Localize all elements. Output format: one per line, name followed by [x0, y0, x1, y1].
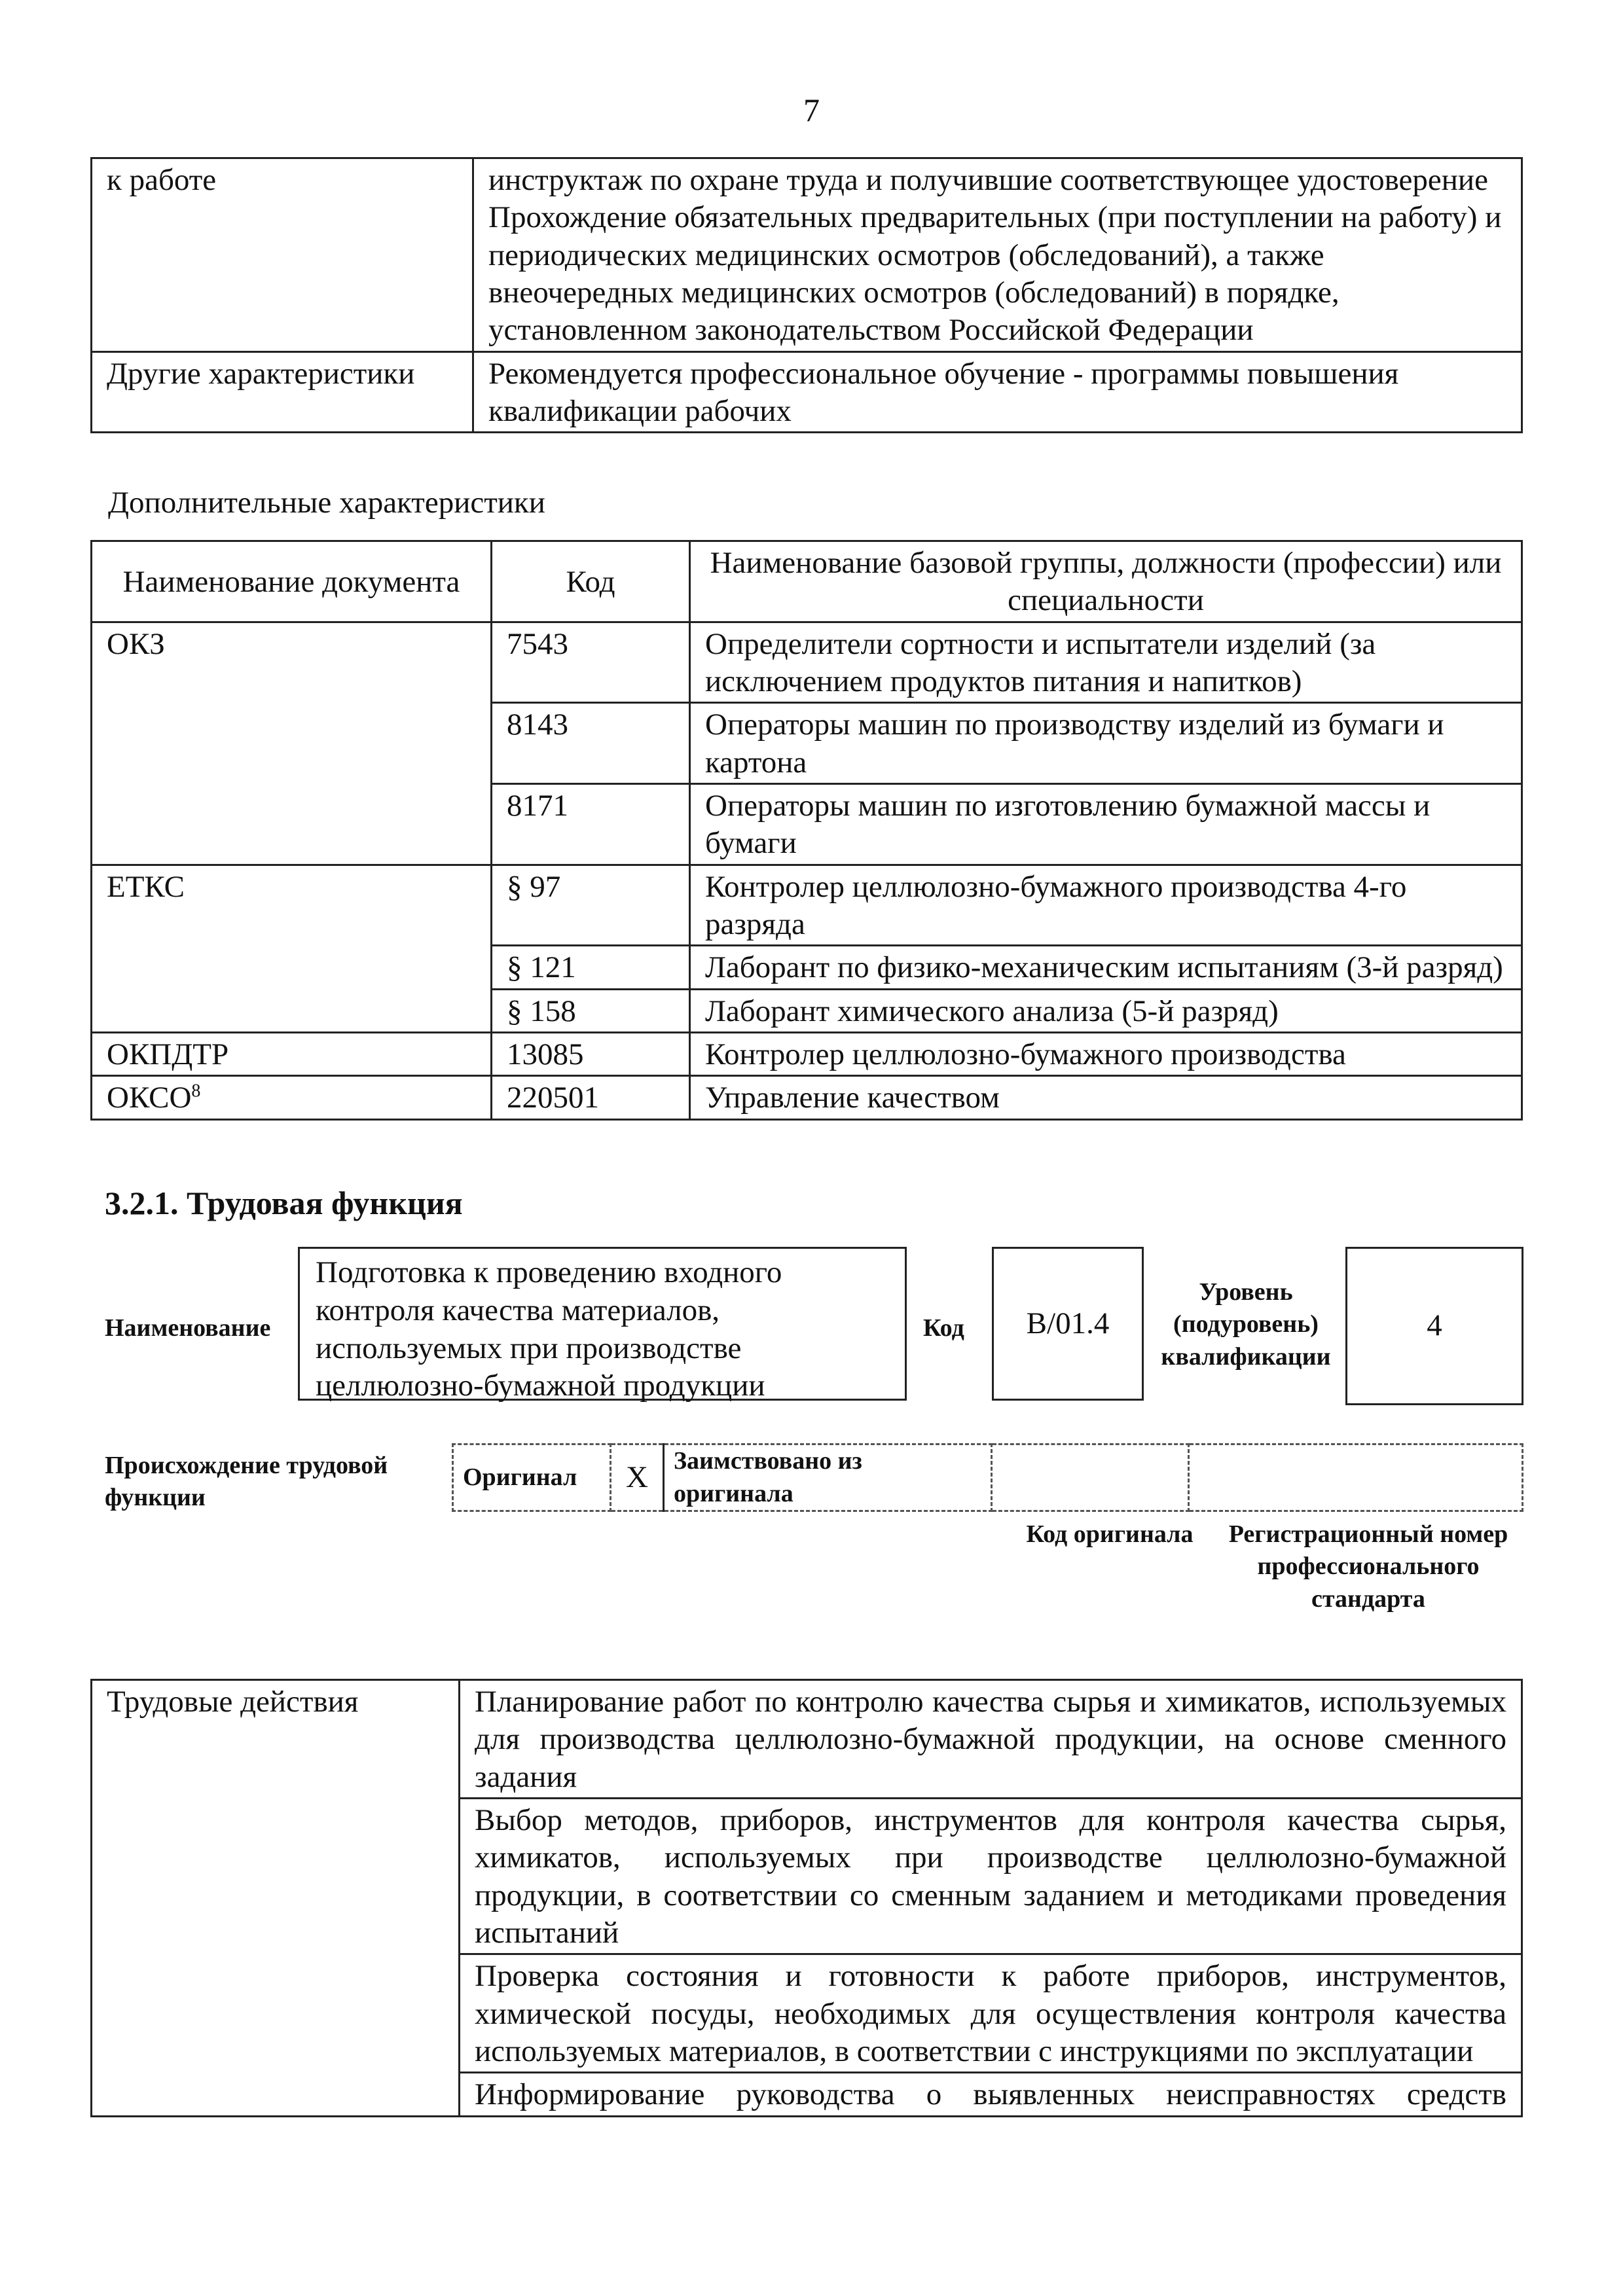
- footnote-ref: 8: [191, 1081, 201, 1102]
- name-cell: Определители сортности и испытатели изделий (за исключением продуктов питания и напитков): [690, 622, 1522, 703]
- function-level: 4: [1345, 1247, 1523, 1405]
- action-item: Выбор методов, приборов, инструментов для контроля качества сырья, химикатов, используемых при производстве целлюлозно-бумажной продукции, в соответствии со сменным заданием и методиками проведения испытаний: [460, 1798, 1522, 1954]
- name-cell: Контролер целлюлозно-бумажного производства: [690, 1032, 1522, 1075]
- name-cell: Операторы машин по изготовлению бумажной массы и бумаги: [690, 783, 1522, 865]
- table-header-row: [92, 541, 1522, 622]
- code-cell: § 121: [492, 946, 690, 989]
- table-row: [92, 1032, 1522, 1075]
- actions-label: Трудовые действия: [92, 1680, 460, 2117]
- header-code: Код: [492, 541, 690, 622]
- code-cell: § 97: [492, 865, 690, 946]
- header-name: Наименование базовой группы, должности (профессии) или специальности: [690, 541, 1522, 622]
- additional-title: Дополнительные характеристики: [108, 486, 545, 520]
- name-cell: Лаборант химического анализа (5-й разряд): [690, 989, 1522, 1032]
- table-row: [92, 622, 1522, 703]
- doc-okpdtr: ОКПДТР: [92, 1032, 492, 1075]
- code-cell: 8171: [492, 783, 690, 865]
- doc-okso: [92, 1076, 492, 1119]
- doc-etks: ЕТКС: [92, 865, 492, 1032]
- action-item: Информирование руководства о выявленных неисправностях средств: [460, 2073, 1522, 2116]
- function-code: B/01.4: [992, 1247, 1144, 1401]
- level-label: Уровень (подуровень) квалификации: [1161, 1278, 1331, 1371]
- table-row: [92, 351, 1522, 433]
- code-original-caption: Код оригинала: [1026, 1520, 1194, 1548]
- original-mark: X: [611, 1444, 664, 1511]
- borrowed-label: Заимствовано из оригинала: [664, 1444, 992, 1511]
- code-cell: 7543: [492, 622, 690, 703]
- name-cell: Контролер целлюлозно-бумажного производства 4-го разряда: [690, 865, 1522, 946]
- row-content: Рекомендуется профессиональное обучение - программы повышения квалификации рабочих: [473, 351, 1522, 433]
- code-cell: § 158: [492, 989, 690, 1032]
- additional-table: [90, 540, 1523, 1121]
- reg-number-caption: Регистрационный номер профессионального стандарта: [1228, 1520, 1508, 1613]
- name-cell: Операторы машин по производству изделий из бумаги и картона: [690, 703, 1522, 784]
- original-label: Оригинал: [453, 1444, 611, 1511]
- row-label: Другие характеристики: [92, 351, 473, 433]
- row-content: инструктаж по охране труда и получившие соответствующее удостоверение Прохождение обязательных предварительных (при поступлении на работу) и периодических медицинских осмотров (обследований), а также внеочередных медицинских осмотров (обследований) в порядке, установленном законодательством Российской Федерации: [473, 158, 1522, 352]
- code-label: Код: [923, 1314, 964, 1342]
- origin-row: [452, 1443, 1523, 1512]
- code-original-cell: [992, 1444, 1189, 1511]
- table-row: [92, 1680, 1522, 1799]
- table-row: [92, 1076, 1522, 1119]
- doc-okz: ОКЗ: [92, 622, 492, 865]
- code-cell: 220501: [492, 1076, 690, 1119]
- action-item: Планирование работ по контролю качества сырья и химикатов, используемых для производства целлюлозно-бумажной продукции, на основе сменного задания: [460, 1680, 1522, 1799]
- function-name: Подготовка к проведению входного контроля качества материалов, используемых при производстве целлюлозно-бумажной продукции: [298, 1247, 907, 1401]
- section-title: 3.2.1. Трудовая функция: [105, 1185, 463, 1221]
- page-number: 7: [803, 92, 820, 128]
- header-doc: Наименование документа: [92, 541, 492, 622]
- name-label: Наименование: [105, 1314, 271, 1342]
- doc-okso-text: ОКСО: [107, 1081, 192, 1115]
- requirements-table: [90, 157, 1523, 433]
- table-row: [92, 158, 1522, 352]
- name-cell: Лаборант по физико-механическим испытаниям (3-й разряд): [690, 946, 1522, 989]
- reg-number-cell: [1189, 1444, 1523, 1511]
- code-cell: 13085: [492, 1032, 690, 1075]
- actions-table: [90, 1679, 1523, 2117]
- table-row: [92, 865, 1522, 946]
- action-item: Проверка состояния и готовности к работе приборов, инструментов, химической посуды, необходимых для осуществления контроля качества используемых материалов, в соответствии с инструкциями по эксплуатации: [460, 1954, 1522, 2073]
- name-cell: Управление качеством: [690, 1076, 1522, 1119]
- row-label: к работе: [92, 158, 473, 352]
- origin-label: Происхождение трудовой функции: [105, 1452, 388, 1512]
- code-cell: 8143: [492, 703, 690, 784]
